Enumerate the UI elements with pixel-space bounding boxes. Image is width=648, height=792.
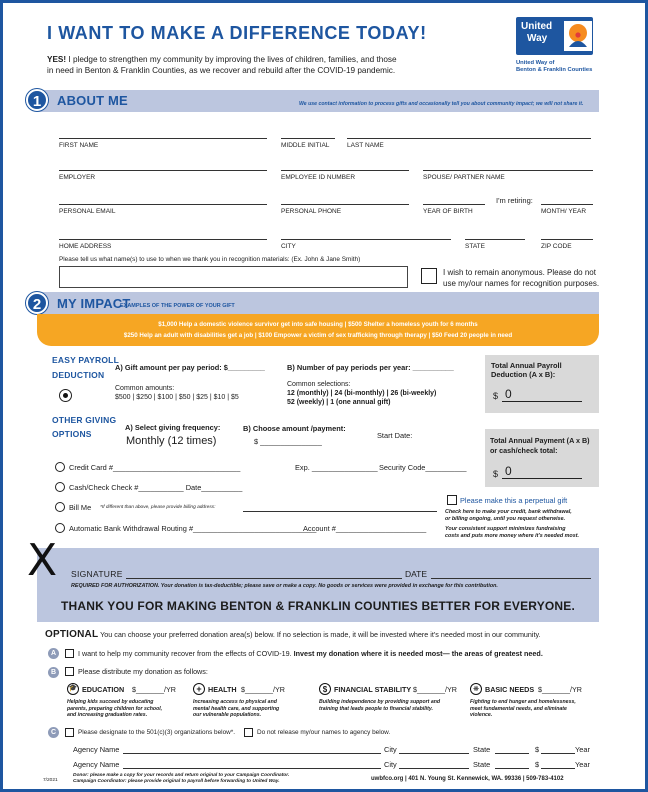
perpetual-note-3: Your consistent support minimizes fundraising [445,526,566,532]
optional-intro-text: You can choose your preferred donation area(s) below. If no selection is made, it will be invested where it's needed most in our community. [98,630,541,639]
do-not-release-checkbox[interactable] [244,728,253,737]
payroll-a-label: A) Gift amount per pay period: $_________ [115,363,265,372]
education-name: EDUCATION [82,685,125,694]
footer-note-1: Donor: please make a copy for your records and return original to your Campaign Coordinator. [73,773,290,778]
financial-name: FINANCIAL STABILITY [334,685,412,694]
other-total-box [485,429,599,487]
payroll-heading-2: DEDUCTION [52,370,105,380]
education-desc-1: Helping kids succeed by educating [67,699,154,705]
perpetual-note [445,509,605,540]
intro-text [47,55,457,76]
intro-line-1: I pledge to strengthen my community by improving the lives of children, families, and those [66,55,397,64]
payroll-total-currency: $ [493,391,499,401]
education-desc-2: parents, preparing children for school, [67,705,163,712]
footer-note-2: Campaign Coordinator: please provide original to payroll before forwarding to United Way. [73,779,280,784]
last-name-label: LAST NAME [347,142,384,149]
middle-initial-line[interactable] [281,138,335,139]
logo-caption [516,60,592,74]
choose-amount-field[interactable]: $ _______________ [254,437,322,446]
recognition-prompt: Please tell us what name(s) to use to when we thank you in recognition materials: (Ex. John & Jane Smith) [59,256,361,263]
signature-date-line[interactable] [431,578,591,579]
credit-card-radio[interactable] [55,462,65,472]
payroll-total-label-2: Deduction (A x B): [491,370,556,379]
perpetual-note-2: or billing ongoing, until you request otherwise. [445,516,566,522]
phone-label: PERSONAL PHONE [281,208,342,215]
financial-desc [319,699,479,712]
do-not-release-text: Do not release my/our names to agency below. [257,729,391,736]
form-title: I WANT TO MAKE A DIFFERENCE TODAY! [47,23,427,43]
state-label: STATE [465,243,485,250]
recognition-name-input[interactable] [59,266,408,288]
agency-amount-line-2[interactable] [541,768,575,769]
payroll-radio[interactable] [59,389,72,402]
agency-year-label-1: Year [575,745,590,754]
frequency-select[interactable]: Monthly (12 times) [126,435,217,447]
health-name: HEALTH [208,685,237,694]
city-label: CITY [281,243,296,250]
signature-label: SIGNATURE [71,569,123,579]
state-line[interactable] [465,239,525,240]
bank-withdrawal-radio[interactable] [55,523,65,533]
financial-desc-1: Building independence by providing support and [319,699,441,705]
home-address-line[interactable] [59,239,267,240]
retiring-line[interactable] [541,204,593,205]
health-desc-1: Increasing access to physical and [193,699,277,705]
footer-contact: uwbfco.org | 401 N. Young St. Kennewick, WA. 99336 | 509-783-4102 [371,776,564,782]
common-selections-label: Common selections: [287,381,351,388]
united-way-logo [516,17,593,55]
basic-needs-desc-3: violence. [470,712,493,718]
cash-check-field[interactable]: Cash/Check Check #___________ Date__________ [69,483,243,492]
email-label: PERSONAL EMAIL [59,208,116,215]
financial-amount[interactable]: $_______/YR [413,685,457,694]
payroll-total-value[interactable]: 0 [502,387,582,402]
common-amounts: $500 | $250 | $100 | $50 | $25 | $10 | $5 [115,394,239,401]
other-heading-2: OPTIONS [52,429,92,439]
education-desc [67,699,197,719]
perpetual-checkbox[interactable] [447,495,457,505]
footer-notes [73,773,289,785]
impact-examples-box [37,314,599,346]
other-total-value[interactable]: 0 [502,464,582,479]
education-desc-3: and increasing graduation rates. [67,712,148,718]
logo-hand-icon [564,21,592,51]
option-b-badge: B [48,667,59,678]
first-name-label: FIRST NAME [59,142,99,149]
bill-me-note: *If different than above, please provide billing address: [100,505,216,510]
signature-required-note: REQUIRED FOR AUTHORIZATION. Your donation is tax-deductible; please save or make a copy. No goods or services were provided in exchange for this contribution. [71,583,498,589]
option-b-text: Please distribute my donation as follows: [78,667,208,676]
optional-intro [45,629,541,640]
zip-line[interactable] [541,239,593,240]
anonymous-checkbox[interactable] [421,268,437,284]
common-selections-2: 52 (weekly) | 1 (one annual gift) [287,399,391,406]
signature-x-mark: X [27,535,58,586]
date-label: DATE [405,569,428,579]
impact-line-1: $1,000 Help a domestic violence survivor get into safe housing | $500 Shelter a homeless youth for 6 months [158,321,478,328]
health-desc [193,699,323,719]
section-1-number: 1 [26,89,48,111]
payroll-heading-1: EASY PAYROLL [52,355,119,365]
anonymous-text [443,267,599,289]
hands-icon: ❋ [470,683,482,695]
intro-yes: YES! [47,55,67,64]
cash-check-radio[interactable] [55,482,65,492]
option-c-text: Please designate to the 501(c)(3) organizations below*. [78,729,236,736]
start-date-label: Start Date: [377,431,413,440]
agency-state-line-2[interactable] [495,768,529,769]
optional-heading: OPTIONAL [45,629,99,640]
agency-name-line-1[interactable] [123,753,381,754]
agency-year-label-2: Year [575,760,590,769]
logo-caption-line-1: United Way of [516,60,555,66]
frequency-label: A) Select giving frequency: [125,423,221,432]
payroll-radio-dot [63,393,68,398]
zip-label: ZIP CODE [541,243,572,250]
dollar-icon: $ [319,683,331,695]
basic-needs-desc-1: Fighting to end hunger and homelessness, [470,699,576,705]
agency-city-label-1: City [384,745,397,754]
exp-field[interactable]: Exp. ________________ [295,463,378,472]
billing-address-line[interactable] [243,511,437,512]
health-plus-icon: + [193,683,205,695]
basic-needs-desc [470,699,600,719]
agency-amount-label-2: $ [535,760,540,769]
perpetual-note-4: costs and puts more money where it's needed most. [445,533,579,539]
retiring-label: I'm retiring: [496,196,533,205]
routing-field[interactable]: Automatic Bank Withdrawal Routing #______________________________ [69,524,317,533]
choose-amount-label: B) Choose amount /payment: [243,424,346,433]
signature-line[interactable] [126,578,402,579]
other-heading-1: OTHER GIVING [52,415,117,425]
common-selections-1: 12 (monthly) | 24 (bi-monthly) | 26 (bi-weekly) [287,390,437,397]
email-line[interactable] [59,204,267,205]
intro-line-2: in need in Benton & Franklin Counties, as we recover and rebuild after the COVID-19 pandemic. [47,65,396,75]
agency-amount-label-1: $ [535,745,540,754]
footer-date-code: 7/2021 [43,778,58,783]
section-2-number: 2 [26,292,48,314]
birth-year-label: YEAR OF BIRTH [423,208,473,215]
agency-state-label-2: State [473,760,491,769]
spouse-label: SPOUSE/ PARTNER NAME [423,174,505,181]
city-line[interactable] [281,239,451,240]
agency-city-line-1[interactable] [399,753,469,754]
agency-state-line-1[interactable] [495,753,529,754]
bill-me-radio[interactable] [55,502,65,512]
security-code-field[interactable]: Security Code__________ [379,463,467,472]
perpetual-label: Please make this a perpetual gift [460,496,568,505]
birth-year-line[interactable] [423,204,485,205]
option-a-text [78,649,543,658]
option-b-checkbox[interactable] [65,667,74,676]
logo-caption-line-2: Benton & Franklin Counties [516,67,593,73]
about-me-notice: We use contact information to process gifts and occasionally tell you about community impact; we will not share it. [299,101,584,107]
graduation-cap-icon: 🎓 [67,683,79,695]
common-amounts-label: Common amounts: [115,385,175,392]
other-total-label [490,436,590,455]
option-a-checkbox[interactable] [65,649,74,658]
employee-id-line[interactable] [281,170,409,171]
employee-id-label: EMPLOYEE ID NUMBER [281,174,356,181]
anonymous-line-1: I wish to remain anonymous. Please do not [443,268,596,277]
middle-initial-label: MIDDLE INITIAL [281,142,330,149]
agency-state-label-1: State [473,745,491,754]
payroll-b-label: B) Number of pay periods per year: __________ [287,363,454,372]
anonymous-line-2: use my/our names for recognition purposes. [443,279,600,288]
bill-me-label: Bill Me [69,503,92,512]
basic-needs-desc-2: meet fundamental needs, and eliminate [470,705,567,712]
spouse-line[interactable] [423,170,593,171]
account-field[interactable]: Account #______________________ [303,524,427,533]
agency-city-label-2: City [384,760,397,769]
phone-line[interactable] [281,204,409,205]
employer-label: EMPLOYER [59,174,96,181]
thank-you-banner: THANK YOU FOR MAKING BENTON & FRANKLIN COUNTIES BETTER FOR EVERYONE. [60,599,576,613]
option-a-badge: A [48,648,59,659]
option-c-checkbox[interactable] [65,728,74,737]
financial-desc-2: training that leads people to financial stability. [319,705,433,712]
perpetual-note-1: Check here to make your credit, bank withdrawal, [445,509,572,515]
employer-line[interactable] [59,170,267,171]
other-total-label-1: Total Annual Payment (A x B) [490,436,590,445]
agency-city-line-2[interactable] [399,768,469,769]
logo-line-1: United [521,21,553,32]
option-a-text-plain: I want to help my community recover from the effects of COVID-19. [78,649,294,658]
health-desc-3: our vulnerable populations. [193,712,262,718]
option-c-badge: C [48,727,59,738]
month-year-label: MONTH/ YEAR [541,208,587,215]
agency-name-line-2[interactable] [123,768,381,769]
about-me-title: ABOUT ME [57,93,128,108]
option-a-text-bold: Invest my donation where it is needed most— the areas of greatest need. [293,649,543,658]
credit-card-field[interactable]: Credit Card #_______________________________ [69,463,241,472]
home-address-label: HOME ADDRESS [59,243,112,250]
agency-amount-line-1[interactable] [541,753,575,754]
impact-title: MY IMPACT [57,296,131,311]
logo-line-2: Way [527,33,548,44]
last-name-line[interactable] [347,138,591,139]
other-total-label-2: or cash/check total: [490,445,558,455]
impact-line-2: $250 Help an adult with disabilities get a job | $100 Empower a victim of sex trafficking through therapy | $50 Feed 20 people in need [123,332,513,339]
other-total-currency: $ [493,469,499,479]
payroll-total-label [491,361,562,379]
health-desc-2: mental health care, and supporting [193,705,280,712]
first-name-line[interactable] [59,138,267,139]
impact-subtitle: EXAMPLES OF THE POWER OF YOUR GIFT [120,303,235,309]
health-amount[interactable]: $_______/YR [241,685,285,694]
agency-name-label-2: Agency Name [73,760,120,769]
agency-name-label-1: Agency Name [73,745,120,754]
education-amount[interactable]: $_______/YR [132,685,176,694]
basic-needs-name: BASIC NEEDS [485,685,535,694]
basic-needs-amount[interactable]: $_______/YR [538,685,582,694]
payroll-total-label-1: Total Annual Payroll [491,361,562,370]
payroll-total-box [485,355,599,413]
